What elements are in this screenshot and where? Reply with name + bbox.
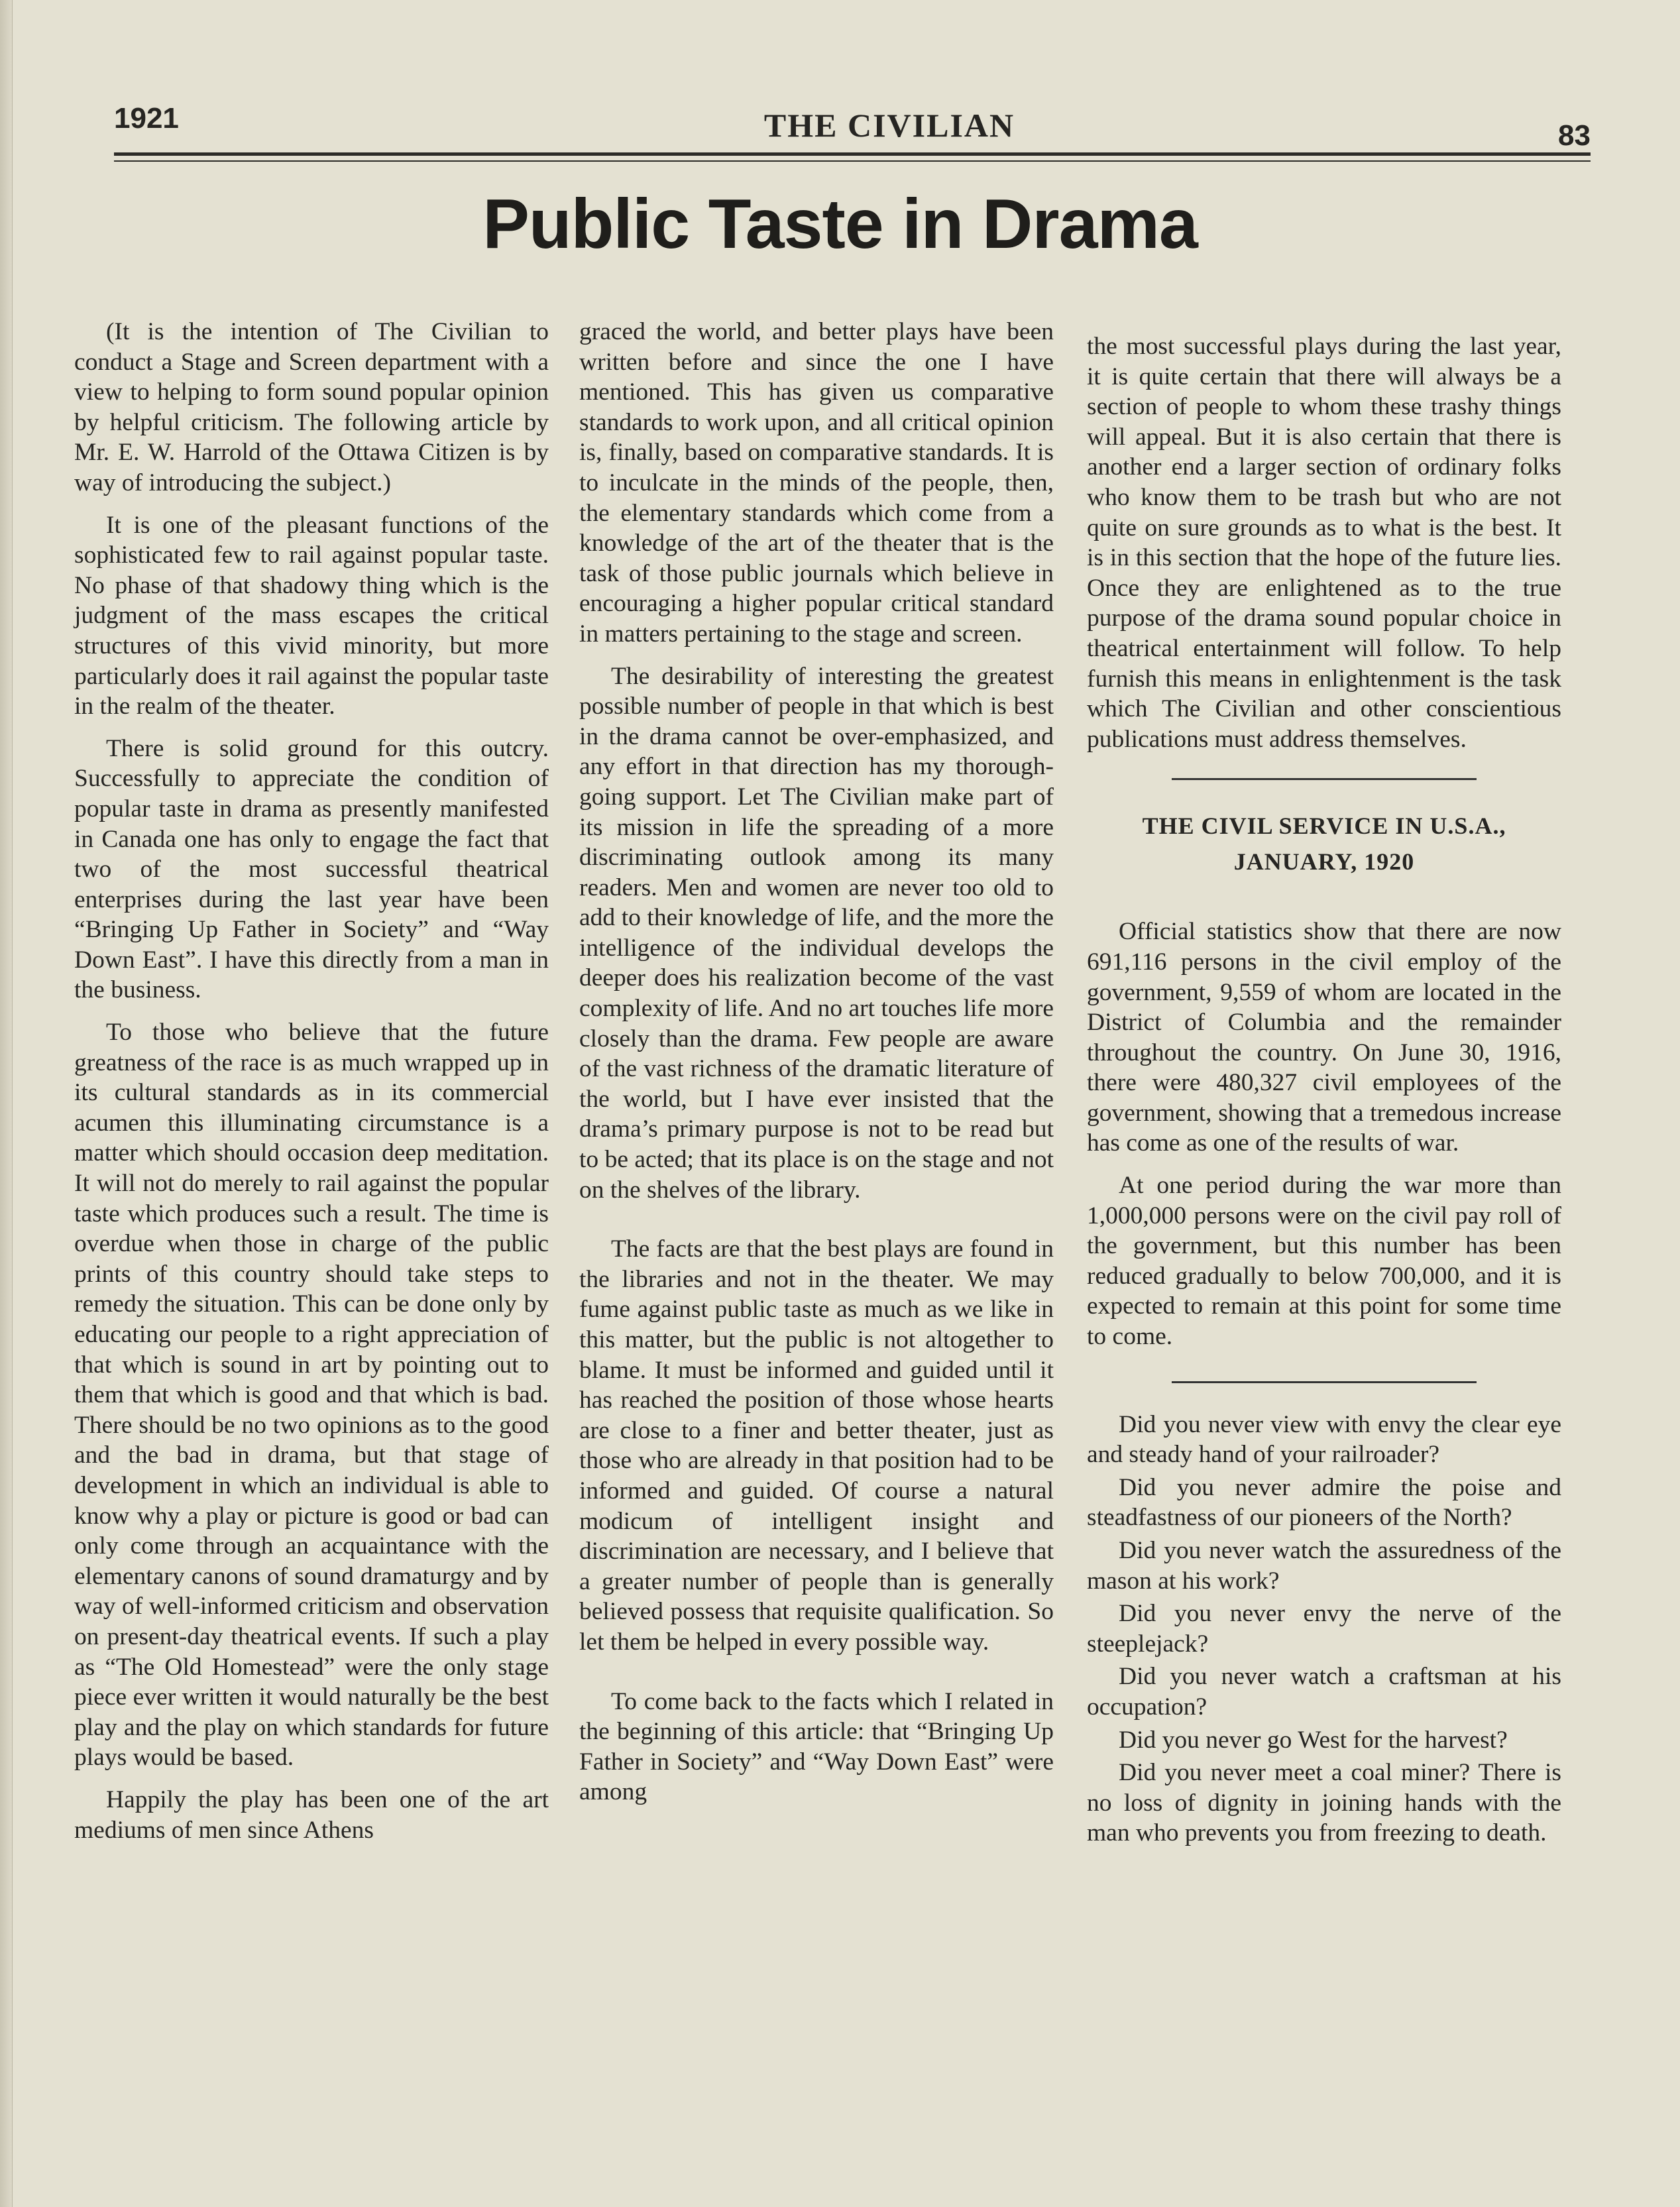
- page-header: [114, 93, 1591, 172]
- question-item: Did you never envy the nerve of the steeplejack?: [1087, 1600, 1561, 1658]
- question-item: Did you never go West for the harvest?: [1119, 1726, 1508, 1754]
- article-paragraph: To those who believe that the future greatness of the race is as much wrapped up in its cultural standards as in its commercial acumen this illuminating circumstance is a matter which should occasion deep meditation. It will not do merely to rail against the popular taste which produces such a result. The time is overdue when those in charge of the public prints of this country should take steps to remedy the situation. This can be done only by educating our people to a right appreciation of that which is sound in art by pointing out to them that which is good and that which is bad. There should be no two opinions as to the good and the bad in drama, but that stage of development in which an individual is able to know why a play or picture is good or bad can only come through an acquaintance with the elementary canons of sound dramaturgy and by way of well-informed criticism and observation on present-day theatrical events. If such a play as “The Old Homestead” were the only stage piece ever written it would naturally be the best play and the play on which standards for future plays would be based.: [74, 1019, 549, 1772]
- page-number: 83: [1558, 119, 1591, 152]
- article-column-3: [1087, 331, 1561, 1848]
- section-divider: [1172, 778, 1477, 780]
- civil-service-heading-line-1: THE CIVIL SERVICE IN U.S.A.,: [1142, 813, 1506, 840]
- civil-service-paragraph: At one period during the war more than 1,000,000 persons were on the civil pay roll of the government, but this number has been reduced gradually to below 700,000, and it is expected to remain at this point for some time to come.: [1087, 1172, 1561, 1351]
- question-item: Did you never watch the assuredness of the mason at his work?: [1087, 1537, 1561, 1595]
- article-paragraph: The desirability of interesting the greatest possible number of people in that which is best in the drama cannot be over-emphasized, and any effort in that direction has my thorough-going support. Let The Civilian make part of its mission in life the spreading of a more discriminating outlook among its many readers. Men and women are never too old to add to their knowledge of life, and the more the intelligence of the individual develops the deeper does his realization become of the vast complexity of life. And no art touches life more closely than the drama. Few people are aware of the vast richness of the dramatic literature of the world, but I have ever insisted that the drama’s primary purpose is not to be read but to be acted; that its place is on the stage and not on the shelves of the library.: [579, 662, 1054, 1204]
- article-paragraph-part: To come back to the facts which I related in the beginning of this article: that “Bringing Up Father in Society” and “Way Down East” were among: [579, 1687, 1054, 1806]
- civil-service-heading-line-2: JANUARY, 1920: [1233, 848, 1415, 876]
- editor-note-paragraph: (It is the intention of The Civilian to conduct a Stage and Screen department with a view to helping to form sound popular opinion by helpful criticism. The following article by Mr. E. W. Harrold of the Ottawa Citizen is by way of introducing the subject.): [74, 318, 549, 496]
- questions-list: [1087, 1410, 1561, 1848]
- article-column-1: [74, 317, 549, 1845]
- page-spine-edge: [0, 0, 13, 2207]
- journal-title: THE CIVILIAN: [763, 107, 1015, 144]
- article-paragraph-part: Happily the play has been one of the art mediums of men since Athens: [74, 1785, 549, 1844]
- header-rule-thick: [114, 152, 1591, 156]
- article-paragraph: The facts are that the best plays are found in the libraries and not in the theater. We may fume against public taste as much as we like in this matter, but the public is not altogether to blame. It must be informed and guided until it has reached the position of those whose hearts are close to a finer and better theater, just as those who are already in that position had to be informed and guided. Of course a natural modicum of intelligent insight and discrimination are necessary, and I believe that a greater number of people than is generally believed possess that requisite qualification. So let them be helped in every possible way.: [579, 1235, 1054, 1656]
- article-paragraph: There is solid ground for this outcry. Successfully to appreciate the condition of popular taste in drama as presently manifested in Canada one has only to engage the fact that two of the most successful theatrical enterprises during the last year have been “Bringing Up Father in Society” and “Way Down East”. I have this directly from a man in the business.: [74, 734, 549, 1004]
- article-paragraph: It is one of the pleasant functions of the sophisticated few to rail against popular taste. No phase of that shadowy thing which is the judgment of the mass escapes the critical structures of this vivid minority, but more particularly does it rail against the popular taste in the realm of the theater.: [74, 511, 549, 720]
- question-item: Did you never watch a craftsman at his occupation?: [1087, 1663, 1561, 1721]
- article-column-2: [579, 317, 1054, 1807]
- article-title: Public Taste in Drama: [482, 185, 1198, 263]
- article-paragraph-continued: graced the world, and better plays have been written before and since the one I have mentioned. This has given us comparative standards to work upon, and all critical opinion is, finally, based on comparative standards. It is to inculcate in the minds of the people, then, the elementary standards which come from a knowledge of the art of the theater that is the task of those public journals which believe in encouraging a higher popular critical standard in matters pertaining to the stage and screen.: [579, 318, 1054, 648]
- question-item: Did you never meet a coal miner? There is no loss of dignity in joining hands with the man who prevents you from freezing to death.: [1087, 1759, 1561, 1847]
- question-item: Did you never view with envy the clear eye and steady hand of your railroader?: [1087, 1410, 1561, 1469]
- question-item: Did you never admire the poise and steadfastness of our pioneers of the North?: [1087, 1473, 1561, 1532]
- civil-service-paragraph: Official statistics show that there are now 691,116 persons in the civil employ of the government, 9,559 of whom are located in the District of Columbia and the remainder throughout the country. On June 30, 1916, there were 480,327 civil employees of the government, showing that a tremedous increase has come as one of the results of war.: [1087, 918, 1561, 1157]
- section-divider: [1172, 1381, 1477, 1383]
- article-paragraph-continued: the most successful plays during the last year, it is quite certain that there will always be a section of people to whom these trashy things will appeal. But it is also certain that there is another end a larger section of ordinary folks who know them to be trash but who are not quite on sure grounds as to what is the best. It is in this section that the hope of the future lies. Once they are enlightened as to the true purpose of the drama sound popular choice in theatrical entertainment will follow. To help furnish this means in enlightenment is the task which The Civilian and other conscientious publications must address themselves.: [1087, 333, 1561, 753]
- page-year: 1921: [114, 102, 179, 135]
- civil-service-heading: [1087, 808, 1561, 879]
- header-rule-thin: [114, 160, 1591, 162]
